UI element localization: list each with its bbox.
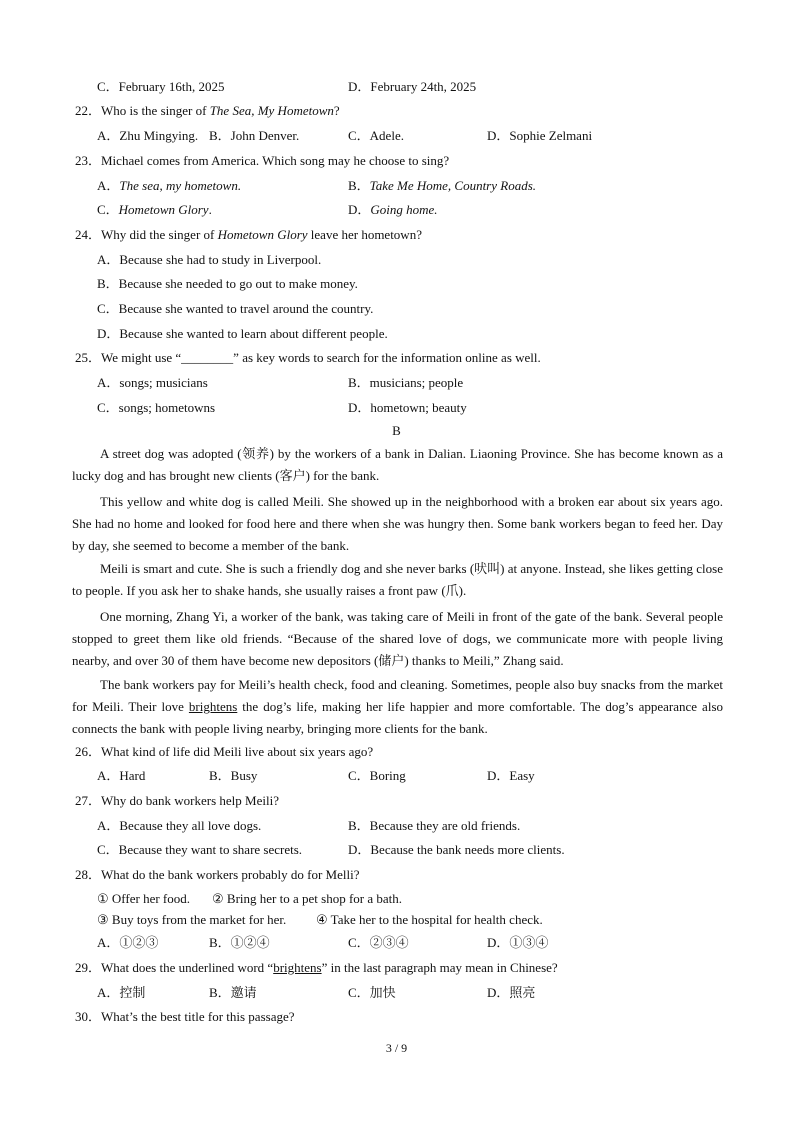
passage-paragraph-4: One morning, Zhang Yi, a worker of the bank, was taking care of Meili in front of the gate of the bank. Several people stopped to greet them like old friends. “Because of the shared love of dogs, we communicate more with people living nearby, and over 30 of them have become new depositors (储户) thanks to Meili,” Zhang said. xyxy=(72,609,723,669)
underlined-word: brightens xyxy=(273,960,322,975)
statement-3: ③ Buy toys from the market for her. xyxy=(97,912,287,927)
option-c: C．Adele. xyxy=(348,128,404,143)
option-c: C．February 16th, 2025 xyxy=(97,79,225,94)
song-title: Hometown Glory xyxy=(217,227,308,242)
option-a: A．Because she had to study in Liverpool. xyxy=(97,252,322,267)
question-text: 22．Who is the singer of xyxy=(75,103,210,118)
option-b: B．Take Me Home, Country Roads. xyxy=(348,178,537,193)
option-c: C．Hometown Glory. xyxy=(97,202,212,217)
option-c: C．Because they want to share secrets. xyxy=(97,842,303,857)
option-a: A．Zhu Mingying. xyxy=(97,128,199,143)
question-28: 28．What do the bank workers probably do for Melli? xyxy=(75,867,360,882)
section-heading: B xyxy=(392,423,401,438)
question-25: 25．We might use “________” as key words to search for the information online as well. xyxy=(75,350,541,365)
option-d: D．①③④ xyxy=(487,935,549,950)
option-c: C．②③④ xyxy=(348,935,409,950)
page-number: 3 / 9 xyxy=(385,1041,408,1055)
option-a: A．Hard xyxy=(97,768,146,783)
option-d: D．hometown; beauty xyxy=(348,400,467,415)
passage-paragraph-5: The bank workers pay for Meili’s health check, food and cleaning. Sometimes, people also buy snacks from the market for Meili. Their love brightens the dog’s life, making her life happier and more comfortable. The dog’s appearance also connects the bank with people living nearby, bringing more clients for the bank. xyxy=(72,677,723,737)
option-b: B．邀请 xyxy=(209,985,257,1000)
option-b: B．Because she needed to go out to make money. xyxy=(97,276,358,291)
passage-paragraph-3: Meili is smart and cute. She is such a friendly dog and she never barks (吠叫) at anyone. Instead, she likes getting close to people. If you ask her to shake hands, she usually raises a front paw (爪). xyxy=(72,561,723,599)
passage-paragraph-1: A street dog was adopted (领养) by the workers of a bank in Dalian. Liaoning Province. She has become known as a lucky dog and has brought new clients (客户) for the bank. xyxy=(72,446,723,484)
statement-2: ② Bring her to a pet shop for a bath. xyxy=(212,891,402,906)
option-c: C．Because she wanted to travel around the country. xyxy=(97,301,374,316)
option-a: A．控制 xyxy=(97,985,146,1000)
option-d: D．照亮 xyxy=(487,985,536,1000)
question-30: 30．What’s the best title for this passage? xyxy=(75,1009,295,1024)
question-27: 27．Why do bank workers help Meili? xyxy=(75,793,279,808)
option-c: C．songs; hometowns xyxy=(97,400,216,415)
underlined-word: brightens xyxy=(188,699,238,715)
passage-paragraph-2: This yellow and white dog is called Meili. She showed up in the neighborhood with a broken ear about six years ago. She had no home and looked for food here and there when she was hungry then. Some bank workers began to feed her. Day by day, she seemed to become a member of the bank. xyxy=(72,494,723,554)
option-b: B．John Denver. xyxy=(209,128,300,143)
option-a: A．Because they all love dogs. xyxy=(97,818,262,833)
option-d: D．Because the bank needs more clients. xyxy=(348,842,565,857)
option-d: D．Sophie Zelmani xyxy=(487,128,593,143)
option-c: C．Boring xyxy=(348,768,406,783)
option-d: D．Going home. xyxy=(348,202,438,217)
option-d: D．Easy xyxy=(487,768,535,783)
statement-1: ① Offer her food. xyxy=(97,891,190,906)
option-c: C．加快 xyxy=(348,985,396,1000)
option-a: A．①②③ xyxy=(97,935,159,950)
option-d: D．Because she wanted to learn about different people. xyxy=(97,326,388,341)
question-22: 22．Who is the singer of The Sea, My Hometown? xyxy=(75,103,340,118)
option-d: D．February 24th, 2025 xyxy=(348,79,477,94)
question-23: 23．Michael comes from America. Which song may he choose to sing? xyxy=(75,153,450,168)
option-b: B．musicians; people xyxy=(348,375,464,390)
question-24: 24．Why did the singer of Hometown Glory leave her hometown? xyxy=(75,227,422,242)
option-a: A．The sea, my hometown. xyxy=(97,178,242,193)
option-a: A．songs; musicians xyxy=(97,375,208,390)
song-title: The Sea, My Hometown xyxy=(209,103,334,118)
statement-4: ④ Take her to the hospital for health check. xyxy=(316,912,543,927)
option-b: B．Because they are old friends. xyxy=(348,818,521,833)
option-b: B．①②④ xyxy=(209,935,270,950)
question-26: 26．What kind of life did Meili live about six years ago? xyxy=(75,744,374,759)
option-b: B．Busy xyxy=(209,768,258,783)
question-29: 29．What does the underlined word “brightens” in the last paragraph may mean in Chinese? xyxy=(75,960,558,975)
